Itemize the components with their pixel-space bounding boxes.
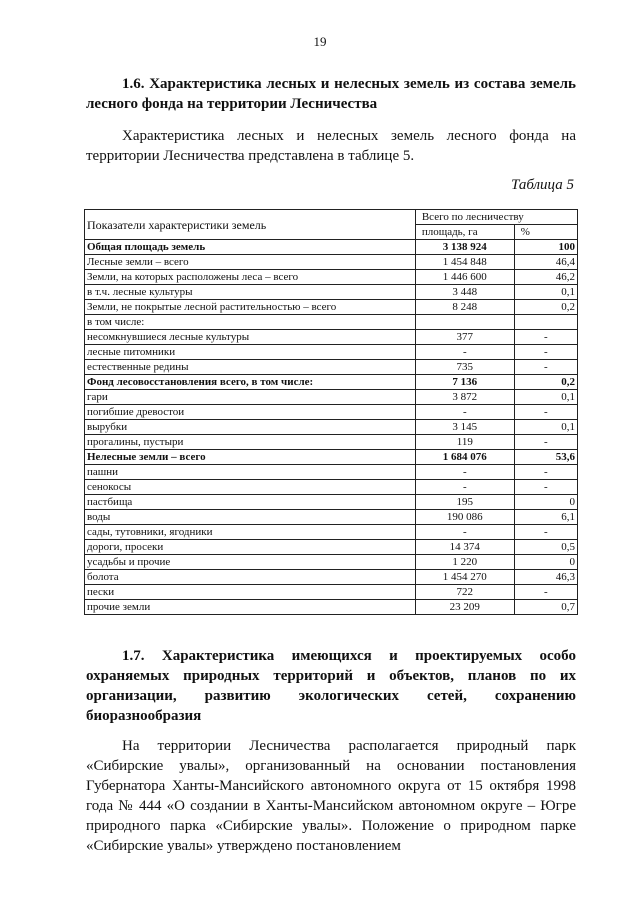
row-area: - — [415, 405, 514, 420]
row-area: 3 872 — [415, 390, 514, 405]
row-area: 195 — [415, 495, 514, 510]
row-area — [415, 315, 514, 330]
row-label: погибшие древостои — [85, 405, 416, 420]
table-row — [85, 435, 578, 450]
row-percent: 0 — [514, 555, 577, 570]
row-area: 8 248 — [415, 300, 514, 315]
row-percent: 6,1 — [514, 510, 577, 525]
row-area: 1 454 848 — [415, 255, 514, 270]
page-number: 19 — [313, 34, 327, 49]
row-percent — [514, 315, 577, 330]
row-label: воды — [85, 510, 416, 525]
row-label: Земли, на которых расположены леса – всего — [85, 270, 416, 285]
row-label: Общая площадь земель — [85, 240, 416, 255]
row-percent: 53,6 — [514, 450, 577, 465]
row-area: 3 138 924 — [415, 240, 514, 255]
row-label: лесные питомники — [85, 345, 416, 360]
table-row — [85, 330, 578, 345]
row-percent: 0,1 — [514, 285, 577, 300]
row-label: болота — [85, 570, 416, 585]
row-label: Нелесные земли – всего — [85, 450, 416, 465]
table-body — [85, 240, 578, 615]
row-label: дороги, просеки — [85, 540, 416, 555]
row-percent: 100 — [514, 240, 577, 255]
table-header-label: Показатели характеристики земель — [85, 210, 416, 240]
table-row — [85, 270, 578, 285]
section-body-paragraph: На территории Лесничества располагается природный парк «Сибирские увалы», организованный на основании постановления Губернатора Ханты-Мансийского автономного округа от 15 октября 1998 года № 444 «О создании в Ханты-Мансийском автономном округе – Югре природного парка «Сибирские увалы». Положение о природном парке «Сибирские увалы» утверждено постановлением — [86, 738, 576, 854]
row-area: 119 — [415, 435, 514, 450]
table-row — [85, 255, 578, 270]
row-area: 3 145 — [415, 420, 514, 435]
table-row — [85, 240, 578, 255]
row-label: пески — [85, 585, 416, 600]
row-label: пашни — [85, 465, 416, 480]
row-label: прочие земли — [85, 600, 416, 615]
row-percent: 0,1 — [514, 420, 577, 435]
table-row — [85, 480, 578, 495]
row-area: 1 220 — [415, 555, 514, 570]
row-area: 23 209 — [415, 600, 514, 615]
row-percent: - — [514, 465, 577, 480]
row-area: - — [415, 345, 514, 360]
table-row — [85, 570, 578, 585]
row-label: Земли, не покрытые лесной растительностью – всего — [85, 300, 416, 315]
row-percent: 46,3 — [514, 570, 577, 585]
row-area: 377 — [415, 330, 514, 345]
table-row — [85, 510, 578, 525]
table-row — [85, 315, 578, 330]
row-label: усадьбы и прочие — [85, 555, 416, 570]
row-area: 1 446 600 — [415, 270, 514, 285]
row-percent: 0,2 — [514, 375, 577, 390]
section-intro-paragraph: Характеристика лесных и нелесных земель лесного фонда на территории Лесничества представлена в таблице 5. — [86, 128, 576, 164]
row-label: вырубки — [85, 420, 416, 435]
row-percent: - — [514, 405, 577, 420]
table-row — [85, 360, 578, 375]
section-heading-1-6: 1.6. Характеристика лесных и нелесных земель из состава земель лесного фонда на территории Лесничества — [86, 76, 576, 112]
row-area: 7 136 — [415, 375, 514, 390]
table-row — [85, 405, 578, 420]
table-row — [85, 420, 578, 435]
row-area: - — [415, 465, 514, 480]
table-row — [85, 390, 578, 405]
row-area: 3 448 — [415, 285, 514, 300]
table-row — [85, 450, 578, 465]
table-row — [85, 540, 578, 555]
row-area: 1 684 076 — [415, 450, 514, 465]
table-row — [85, 465, 578, 480]
row-percent: - — [514, 435, 577, 450]
row-percent: 0,5 — [514, 540, 577, 555]
section-heading-1-7: 1.7. Характеристика имеющихся и проектируемых особо охраняемых природных территорий и объектов, планов по их организации, развитию экологических сетей, сохранению биоразнообразия — [86, 648, 576, 724]
row-label: сады, тутовники, ягодники — [85, 525, 416, 540]
row-percent: - — [514, 525, 577, 540]
land-characteristics-table — [84, 209, 578, 615]
row-label: Фонд лесовосстановления всего, в том числе: — [85, 375, 416, 390]
row-percent: 0 — [514, 495, 577, 510]
row-label: прогалины, пустыри — [85, 435, 416, 450]
row-percent: - — [514, 480, 577, 495]
row-area: 1 454 270 — [415, 570, 514, 585]
row-percent: 0,2 — [514, 300, 577, 315]
table-row — [85, 345, 578, 360]
table-row — [85, 600, 578, 615]
row-label: гари — [85, 390, 416, 405]
row-percent: - — [514, 345, 577, 360]
row-percent: 46,4 — [514, 255, 577, 270]
table-row — [85, 285, 578, 300]
table-row — [85, 300, 578, 315]
row-area: 722 — [415, 585, 514, 600]
row-area: - — [415, 480, 514, 495]
row-area: 735 — [415, 360, 514, 375]
row-label: пастбища — [85, 495, 416, 510]
row-label: несомкнувшиеся лесные культуры — [85, 330, 416, 345]
row-label: сенокосы — [85, 480, 416, 495]
table-row — [85, 495, 578, 510]
row-percent: - — [514, 585, 577, 600]
row-label: в т.ч. лесные культуры — [85, 285, 416, 300]
table-caption: Таблица 5 — [511, 177, 574, 193]
table-row — [85, 375, 578, 390]
row-label: в том числе: — [85, 315, 416, 330]
table-row — [85, 585, 578, 600]
row-percent: 0,1 — [514, 390, 577, 405]
table-row — [85, 555, 578, 570]
table-header-area: площадь, га — [415, 225, 514, 240]
row-percent: - — [514, 360, 577, 375]
row-percent: 0,7 — [514, 600, 577, 615]
row-percent: 46,2 — [514, 270, 577, 285]
row-label: Лесные земли – всего — [85, 255, 416, 270]
table-row — [85, 525, 578, 540]
row-area: - — [415, 525, 514, 540]
row-area: 190 086 — [415, 510, 514, 525]
table-header-pct: % — [514, 225, 577, 240]
row-percent: - — [514, 330, 577, 345]
table-header-group: Всего по лесничеству — [415, 210, 577, 225]
row-area: 14 374 — [415, 540, 514, 555]
row-label: естественные редины — [85, 360, 416, 375]
